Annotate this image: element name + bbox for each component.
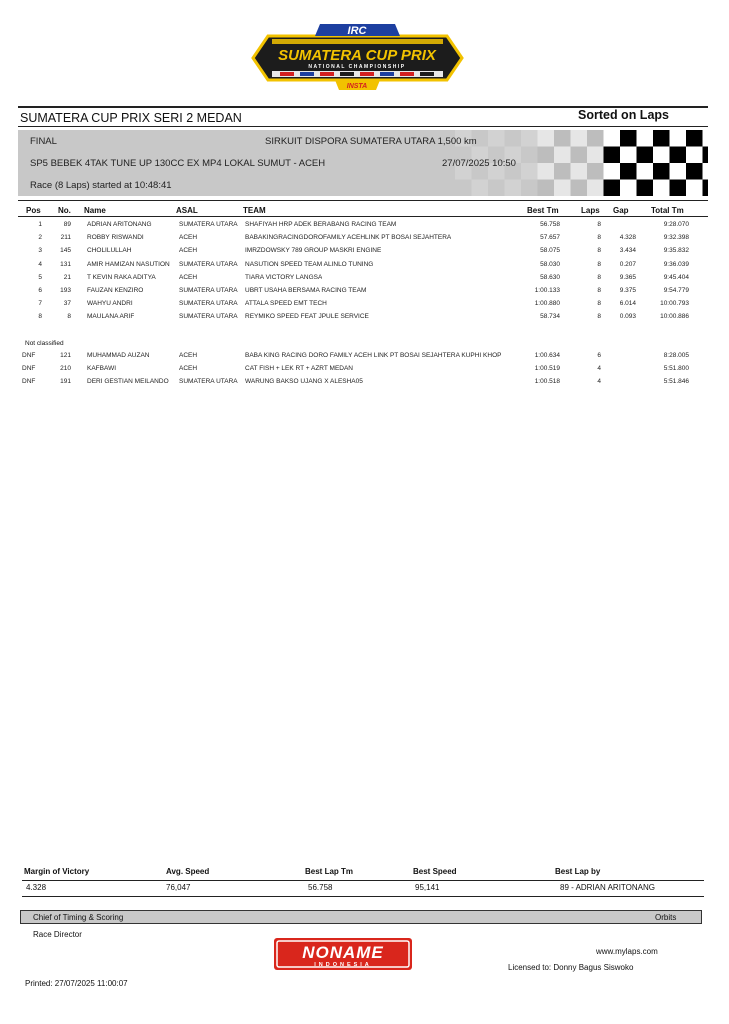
cell-name: DERI GESTIAN MEILANDO xyxy=(87,378,169,385)
session-name: FINAL xyxy=(30,136,57,147)
website-link[interactable]: www.mylaps.com xyxy=(596,947,658,956)
cell-team: WARUNG BAKSO UJANG X ALESHA05 xyxy=(245,378,363,385)
best-lap-label: Best Lap Tm xyxy=(305,867,354,876)
checker-square xyxy=(686,147,703,164)
avg-speed-label: Avg. Speed xyxy=(166,867,210,876)
cell-total: 5:51.800 xyxy=(663,365,689,372)
margin-value: 4.328 xyxy=(26,883,47,892)
printed-timestamp: Printed: 27/07/2025 11:00:07 xyxy=(25,979,128,988)
best-lap-value: 56.758 xyxy=(308,883,333,892)
cell-pos: DNF xyxy=(22,365,36,372)
cell-total: 9:32.398 xyxy=(663,234,689,242)
cell-gap: 0.207 xyxy=(619,260,636,268)
cell-gap: 9.375 xyxy=(619,287,636,294)
checker-square xyxy=(554,147,571,164)
checker-square xyxy=(620,163,637,180)
cell-best: 1:00.519 xyxy=(534,365,560,372)
checker-square xyxy=(686,130,703,147)
checker-square xyxy=(670,180,687,197)
cell-total: 8:28.005 xyxy=(663,352,689,359)
cell-pos: 6 xyxy=(38,287,42,294)
cell-name: AMIR HAMIZAN NASUTION xyxy=(87,260,170,268)
cell-gap: 3.434 xyxy=(619,247,636,255)
checker-square xyxy=(637,180,654,197)
cell-laps: 8 xyxy=(597,221,601,228)
logo-brand: IRC xyxy=(347,25,367,37)
cell-laps: 8 xyxy=(597,234,601,242)
chief-of-timing: Chief of Timing & Scoring xyxy=(33,913,124,922)
cell-no: 21 xyxy=(63,273,71,281)
cell-asal: ACEH xyxy=(179,365,198,372)
cell-laps: 8 xyxy=(597,247,601,255)
checker-square xyxy=(488,130,505,147)
col-pos: Pos xyxy=(26,206,41,215)
col-no: No. xyxy=(58,206,71,215)
cell-total: 9:28.070 xyxy=(663,221,689,228)
cell-no: 37 xyxy=(63,300,71,308)
avg-speed-value: 76,047 xyxy=(166,883,191,892)
cell-asal: ACEH xyxy=(179,234,198,242)
best-speed-label: Best Speed xyxy=(413,867,457,876)
checker-square xyxy=(703,147,709,164)
checker-square xyxy=(604,130,621,147)
checker-square xyxy=(554,130,571,147)
cell-asal: ACEH xyxy=(179,352,198,359)
checker-square xyxy=(703,180,709,197)
table-row xyxy=(0,247,729,260)
table-row xyxy=(0,300,729,313)
document-title: SUMATERA CUP PRIX SERI 2 MEDAN xyxy=(20,111,242,125)
title-rule xyxy=(18,126,708,127)
race-start-info: Race (8 Laps) started at 10:48:41 xyxy=(30,180,172,191)
logo-line2: NATIONAL CHAMPIONSHIP xyxy=(308,64,406,70)
checker-square xyxy=(653,180,670,197)
checker-square xyxy=(604,180,621,197)
checker-square xyxy=(505,130,522,147)
checker-square xyxy=(686,163,703,180)
cell-no: 193 xyxy=(60,287,71,294)
checker-square xyxy=(653,163,670,180)
not-classified-label: Not classified xyxy=(25,340,64,347)
checker-square xyxy=(670,163,687,180)
cell-best: 58.630 xyxy=(540,273,560,281)
cell-no: 145 xyxy=(60,247,71,255)
col-best: Best Tm xyxy=(527,206,559,215)
checker-square xyxy=(637,163,654,180)
class-name: SP5 BEBEK 4TAK TUNE UP 130CC EX MP4 LOKAL SUMUT - ACEH xyxy=(30,158,326,169)
col-asal: ASAL xyxy=(176,206,198,215)
checker-square xyxy=(604,147,621,164)
cell-laps: 8 xyxy=(597,313,601,321)
best-lap-by-value: 89 - ADRIAN ARITONANG xyxy=(560,883,655,892)
checker-square xyxy=(455,180,472,197)
cell-asal: SUMATERA UTARA xyxy=(179,287,238,294)
checker-square xyxy=(604,163,621,180)
checker-square xyxy=(670,147,687,164)
col-name: Name xyxy=(84,206,106,215)
cell-name: MUHAMMAD AUZAN xyxy=(87,352,150,359)
table-row xyxy=(0,274,729,287)
checker-square xyxy=(653,147,670,164)
checker-square xyxy=(571,180,588,197)
checker-square xyxy=(571,130,588,147)
cell-pos: 4 xyxy=(38,260,42,268)
cell-best: 57.657 xyxy=(540,234,560,242)
checker-square xyxy=(521,130,538,147)
checker-square xyxy=(554,180,571,197)
cell-total: 10:00.793 xyxy=(660,300,689,308)
cell-pos: 8 xyxy=(38,313,42,321)
cell-total: 9:45.404 xyxy=(663,273,689,281)
checker-square xyxy=(637,147,654,164)
checker-square xyxy=(554,163,571,180)
cell-best: 58.075 xyxy=(540,247,560,255)
cell-team: IMRZDOWSKY 789 GROUP MASKRI ENGINE xyxy=(245,247,382,255)
cell-name: KAFBAWI xyxy=(87,365,117,372)
event-logo xyxy=(250,22,465,94)
checker-square xyxy=(637,130,654,147)
cell-name: CHOLILULLAH xyxy=(87,247,132,255)
cell-laps: 8 xyxy=(597,273,601,281)
cell-team: REYMIKO SPEED FEAT JPULE SERVICE xyxy=(245,313,369,321)
checker-square xyxy=(587,130,604,147)
checker-square xyxy=(703,163,709,180)
checker-square xyxy=(488,180,505,197)
cell-asal: SUMATERA UTARA xyxy=(179,313,238,321)
checker-square xyxy=(653,130,670,147)
footer-rule xyxy=(22,880,704,881)
table-row xyxy=(0,313,729,326)
column-rule xyxy=(18,216,708,217)
cell-name: MAULANA ARIF xyxy=(87,313,135,321)
logo-line1: SUMATERA CUP PRIX xyxy=(278,47,436,64)
cell-pos: 7 xyxy=(38,300,42,308)
cell-best: 1:00.880 xyxy=(534,300,560,308)
checker-square xyxy=(686,180,703,197)
cell-asal: SUMATERA UTARA xyxy=(179,221,238,228)
best-speed-value: 95,141 xyxy=(415,883,440,892)
cell-gap: 4.328 xyxy=(619,234,636,242)
cell-best: 1:00.518 xyxy=(534,378,560,385)
cell-team: ATTALA SPEED EMT TECH xyxy=(245,300,327,308)
noname-logo-top: NONAME xyxy=(302,943,384,962)
table-row xyxy=(0,234,729,247)
cell-name: FAUZAN KENZIRO xyxy=(87,287,144,294)
cell-name: ADRIAN ARITONANG xyxy=(87,221,152,228)
cell-team: CAT FISH + LEK RT + AZRT MEDAN xyxy=(245,365,354,372)
cell-asal: ACEH xyxy=(179,247,198,255)
cell-pos: 2 xyxy=(38,234,42,242)
race-date: 27/07/2025 10:50 xyxy=(442,158,516,169)
cell-no: 210 xyxy=(60,365,71,372)
checker-square xyxy=(620,180,637,197)
checker-square xyxy=(538,163,555,180)
cell-gap: 9.365 xyxy=(619,273,636,281)
cell-no: 121 xyxy=(60,352,71,359)
race-director: Race Director xyxy=(33,930,82,939)
cell-total: 9:35.832 xyxy=(663,247,689,255)
checker-square xyxy=(538,180,555,197)
orbits-label: Orbits xyxy=(655,913,677,922)
checker-square xyxy=(587,180,604,197)
checker-square xyxy=(505,180,522,197)
checker-square xyxy=(703,130,709,147)
cell-pos: 5 xyxy=(38,273,42,281)
checker-square xyxy=(587,163,604,180)
table-row xyxy=(0,221,729,234)
margin-label: Margin of Victory xyxy=(24,867,90,876)
cell-team: BABAKINGRACINGDOROFAMILY ACEHLINK PT BOSAI SEJAHTERA xyxy=(245,234,452,242)
cell-name: T KEVIN RAKA ADITYA xyxy=(87,273,156,281)
cell-team: SHAFIYAH HRP ADEK BERABANG RACING TEAM xyxy=(245,221,397,228)
cell-pos: DNF xyxy=(22,352,36,359)
cell-team: NASUTION SPEED TEAM ALINLO TUNING xyxy=(245,260,374,268)
cell-asal: SUMATERA UTARA xyxy=(179,378,238,385)
checker-square xyxy=(670,130,687,147)
cell-asal: SUMATERA UTARA xyxy=(179,260,238,268)
cell-asal: SUMATERA UTARA xyxy=(179,300,238,308)
cell-no: 211 xyxy=(60,234,71,242)
cell-best: 1:00.634 xyxy=(534,352,560,359)
col-laps: Laps xyxy=(581,206,600,215)
cell-no: 131 xyxy=(60,260,71,268)
col-gap: Gap xyxy=(613,206,629,215)
table-row xyxy=(0,261,729,274)
checker-square xyxy=(538,147,555,164)
cell-total: 9:54.779 xyxy=(663,287,689,294)
cell-gap: 0.093 xyxy=(619,313,636,321)
cell-no: 191 xyxy=(60,378,71,385)
cell-name: WAHYU ANDRI xyxy=(87,300,133,308)
checker-square xyxy=(472,180,489,197)
checker-square xyxy=(620,147,637,164)
cell-no: 89 xyxy=(63,221,71,228)
noname-logo xyxy=(273,937,413,971)
checker-square xyxy=(521,163,538,180)
cell-total: 5:51.846 xyxy=(663,378,689,385)
cell-no: 8 xyxy=(67,313,71,321)
cell-team: BABA KING RACING DORO FAMILY ACEH LINK PT BOSAI SEJAHTERA KUPHI KHOP xyxy=(245,352,502,359)
best-lap-by-label: Best Lap by xyxy=(555,867,601,876)
checker-square xyxy=(620,130,637,147)
checker-square xyxy=(571,147,588,164)
cell-total: 9:36.039 xyxy=(663,260,689,268)
cell-laps: 8 xyxy=(597,287,601,294)
cell-team: UBRT USAHA BERSAMA RACING TEAM xyxy=(245,287,367,294)
cell-name: ROBBY RISWANDI xyxy=(87,234,144,242)
cell-laps: 6 xyxy=(597,352,601,359)
licensed-to: Licensed to: Donny Bagus Siswoko xyxy=(508,963,634,972)
header-rule xyxy=(18,200,708,201)
cell-best: 58.734 xyxy=(540,313,560,321)
circuit-name: SIRKUIT DISPORA SUMATERA UTARA 1,500 km xyxy=(265,136,477,147)
cell-laps: 4 xyxy=(597,378,601,385)
checker-square xyxy=(521,180,538,197)
col-team: TEAM xyxy=(243,206,266,215)
cell-best: 58.030 xyxy=(540,260,560,268)
table-row xyxy=(0,287,729,300)
cell-best: 56.758 xyxy=(540,221,560,228)
sort-label: Sorted on Laps xyxy=(578,108,669,122)
cell-total: 10:00.886 xyxy=(660,313,689,321)
dnf-row xyxy=(0,378,729,391)
dnf-row xyxy=(0,365,729,378)
cell-laps: 8 xyxy=(597,260,601,268)
cell-gap: 6.014 xyxy=(619,300,636,308)
footer-rule-bottom xyxy=(22,896,704,897)
cell-team: TIARA VICTORY LANGSA xyxy=(245,273,323,281)
cell-best: 1:00.133 xyxy=(534,287,560,294)
cell-laps: 8 xyxy=(597,300,601,308)
dnf-row xyxy=(0,352,729,365)
checker-square xyxy=(538,130,555,147)
cell-pos: 1 xyxy=(38,221,42,228)
checker-square xyxy=(587,147,604,164)
noname-logo-bottom: INDONESIA xyxy=(314,962,372,968)
checker-square xyxy=(521,147,538,164)
cell-pos: 3 xyxy=(38,247,42,255)
cell-asal: ACEH xyxy=(179,273,198,281)
col-total: Total Tm xyxy=(651,206,684,215)
cell-laps: 4 xyxy=(597,365,601,372)
cell-pos: DNF xyxy=(22,378,36,385)
logo-footer-brand: INSTA xyxy=(346,83,368,90)
checker-square xyxy=(571,163,588,180)
